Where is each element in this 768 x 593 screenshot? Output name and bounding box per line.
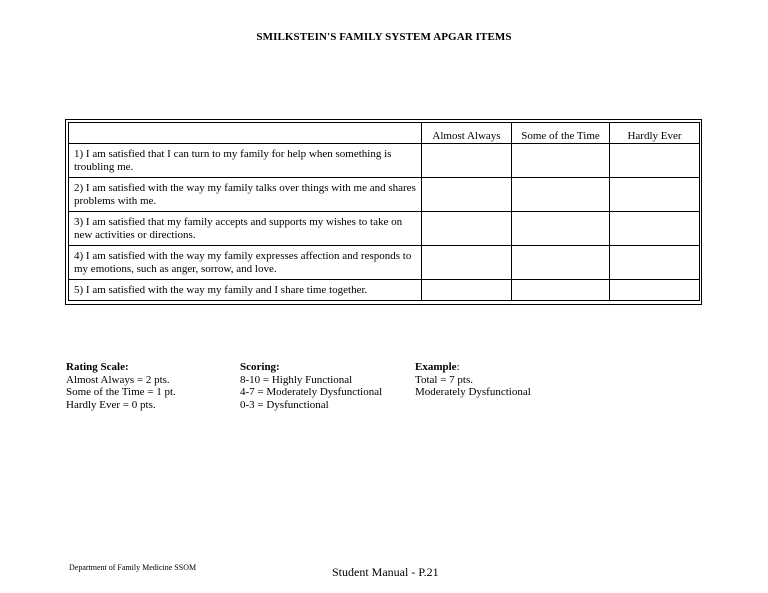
answer-cell-some-of-the-time: [512, 246, 610, 280]
example-heading: Example: [415, 361, 457, 373]
answer-cell-hardly-ever: [610, 178, 700, 212]
answer-cell-some-of-the-time: [512, 280, 610, 301]
rating-scale-line: Almost Always = 2 pts.: [66, 373, 170, 386]
table-header-row: [69, 123, 700, 144]
example-line: Moderately Dysfunctional: [415, 386, 531, 398]
question-text: 4) I am satisfied with the way my family expresses affection and responds to my emotions, such as anger, sorrow, and love.: [69, 246, 422, 280]
answer-cell-hardly-ever: [610, 246, 700, 280]
table-row: [69, 178, 700, 212]
answer-cell-almost-always: [422, 212, 512, 246]
answer-cell-almost-always: [422, 178, 512, 212]
table-row: [69, 246, 700, 280]
rating-scale-heading: Rating Scale:: [66, 361, 129, 373]
footer-department: Department of Family Medicine SSOM: [69, 563, 197, 572]
footer-page-number: Student Manual - P.21: [332, 565, 439, 579]
answer-cell-hardly-ever: [610, 280, 700, 301]
answer-cell-hardly-ever: [610, 212, 700, 246]
scoring-line: 0-3 = Dysfunctional: [240, 398, 329, 411]
answer-cell-almost-always: [422, 280, 512, 301]
rating-scale-line: Some of the Time = 1 pt.: [66, 386, 176, 398]
table-row: [69, 144, 700, 178]
example-line: Total = 7 pts.: [415, 373, 473, 386]
scoring-block: [240, 361, 382, 411]
column-header-almost-always: Almost Always: [422, 123, 512, 144]
answer-cell-almost-always: [422, 246, 512, 280]
column-header-hardly-ever: Hardly Ever: [610, 123, 700, 144]
apgar-table: [68, 122, 700, 301]
column-header-some-of-the-time: Some of the Time: [512, 123, 610, 144]
example-heading-colon: :: [456, 361, 460, 373]
answer-cell-some-of-the-time: [512, 178, 610, 212]
page-title: SMILKSTEIN'S FAMILY SYSTEM APGAR ITEMS: [256, 31, 512, 43]
rating-scale-block: [66, 361, 176, 411]
column-header-question: [69, 123, 422, 144]
example-block: [415, 361, 531, 399]
table-row: [69, 280, 700, 301]
question-text: 3) I am satisfied that my family accepts and supports my wishes to take on new activities or directions.: [69, 212, 422, 246]
apgar-table-frame: [65, 119, 702, 305]
rating-scale-line: Hardly Ever = 0 pts.: [66, 398, 156, 411]
question-text: 5) I am satisfied with the way my family and I share time together.: [69, 280, 422, 301]
scoring-heading: Scoring:: [240, 361, 280, 373]
example-heading-row: [415, 361, 531, 374]
answer-cell-some-of-the-time: [512, 144, 610, 178]
question-text: 2) I am satisfied with the way my family talks over things with me and shares problems with me.: [69, 178, 422, 212]
table-row: [69, 212, 700, 246]
scoring-line: 4-7 = Moderately Dysfunctional: [240, 386, 383, 398]
question-text: 1) I am satisfied that I can turn to my family for help when something is troubling me.: [69, 144, 422, 178]
scoring-line: 8-10 = Highly Functional: [240, 373, 353, 386]
answer-cell-hardly-ever: [610, 144, 700, 178]
answer-cell-some-of-the-time: [512, 212, 610, 246]
answer-cell-almost-always: [422, 144, 512, 178]
